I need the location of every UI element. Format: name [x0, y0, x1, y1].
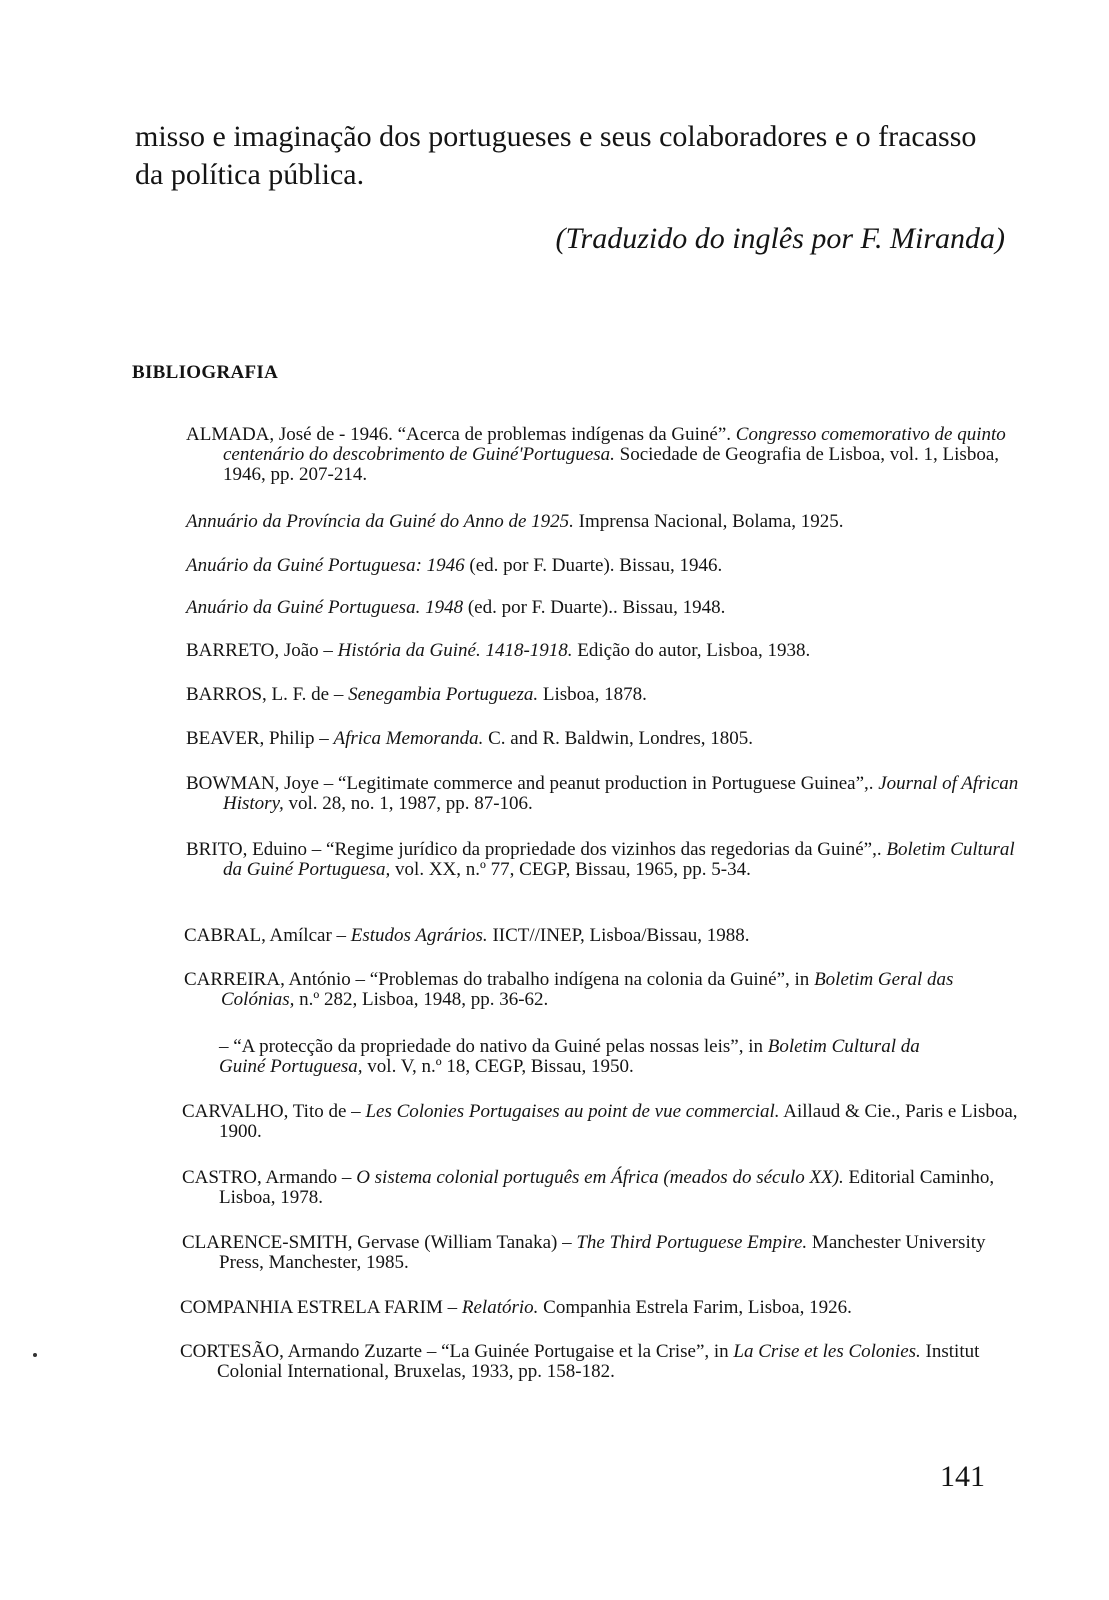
bibliography-heading: BIBLIOGRAFIA [132, 362, 279, 383]
bib-entry-anuario-1946: Anuário da Guiné Portuguesa: 1946 (ed. por F. Duarte). Bissau, 1946. [186, 555, 723, 576]
bib-entry-cabral: CABRAL, Amílcar – Estudos Agrários. IICT//INEP, Lisboa/Bissau, 1988. [184, 925, 750, 946]
bib-entry-annuario-1925: Annuário da Província da Guiné do Anno de 1925. Imprensa Nacional, Bolama, 1925. [186, 511, 844, 532]
stray-dot [33, 1353, 37, 1357]
bib-entry-carvalho: CARVALHO, Tito de – Les Colonies Portugaises au point de vue commercial. Aillaud & Cie., Paris e Lisboa, 1900. [182, 1101, 1018, 1142]
bib-entry-cortesao: CORTESÃO, Armando Zuzarte – “La Guinée Portugaise et la Crise”, in La Crise et les Colonies. Institut Colonial International, Bruxelas, 1933, pp. 158-182. [180, 1341, 980, 1382]
intro-paragraph: misso e imaginação dos portugueses e seus colaboradores e o fracasso da política pública. [135, 120, 977, 191]
bib-entry-anuario-1948: Anuário da Guiné Portuguesa. 1948 (ed. por F. Duarte).. Bissau, 1948. [186, 597, 726, 618]
translator-note: (Traduzido do inglês por F. Miranda) [555, 222, 1005, 255]
bib-entry-castro: CASTRO, Armando – O sistema colonial português em África (meados do século XX). Editorial Caminho, Lisboa, 1978. [182, 1167, 995, 1208]
bib-entry-clarence-smith: CLARENCE-SMITH, Gervase (William Tanaka) – The Third Portuguese Empire. Manchester University Press, Manchester, 1985. [182, 1232, 986, 1273]
bib-entry-bowman: BOWMAN, Joye – “Legitimate commerce and peanut production in Portuguese Guinea”,. Journal of African History, vol. 28, no. 1, 1987, pp. 87-106. [186, 773, 1019, 814]
bib-entry-companhia-estrela-farim: COMPANHIA ESTRELA FARIM – Relatório. Companhia Estrela Farim, Lisboa, 1926. [180, 1297, 852, 1318]
bib-entry-barreto: BARRETO, João – História da Guiné. 1418-1918. Edição do autor, Lisboa, 1938. [186, 640, 811, 661]
bib-entry-almada: ALMADA, José de - 1946. “Acerca de problemas indígenas da Guiné”. Congresso comemorativo de quinto centenário do descobrimento de Guiné'Portuguesa. Sociedade de Geografia de Lisboa, vol. 1, Lisboa, 1946, pp. 207-214. [186, 424, 1006, 485]
bib-entry-barros: BARROS, L. F. de – Senegambia Portugueza. Lisboa, 1878. [186, 684, 647, 705]
bib-entry-brito: BRITO, Eduino – “Regime jurídico da propriedade dos vizinhos das regedorias da Guiné”,. Boletim Cultural da Guiné Portuguesa, vol. XX, n.º 77, CEGP, Bissau, 1965, pp. 5-34. [186, 839, 1015, 880]
bib-entry-carreira-1: CARREIRA, António – “Problemas do trabalho indígena na colonia da Guiné”, in Boletim Geral das Colónias, n.º 282, Lisboa, 1948, pp. 36-62. [184, 969, 954, 1010]
bib-entry-carreira-2: – “A protecção da propriedade do nativo da Guiné pelas nossas leis”, in Boletim Cultural da Guiné Portuguesa, vol. V, n.º 18, CEGP, Bissau, 1950. [219, 1036, 920, 1077]
bib-entry-beaver: BEAVER, Philip – Africa Memoranda. C. and R. Baldwin, Londres, 1805. [186, 728, 754, 749]
page-number: 141 [940, 1460, 985, 1493]
